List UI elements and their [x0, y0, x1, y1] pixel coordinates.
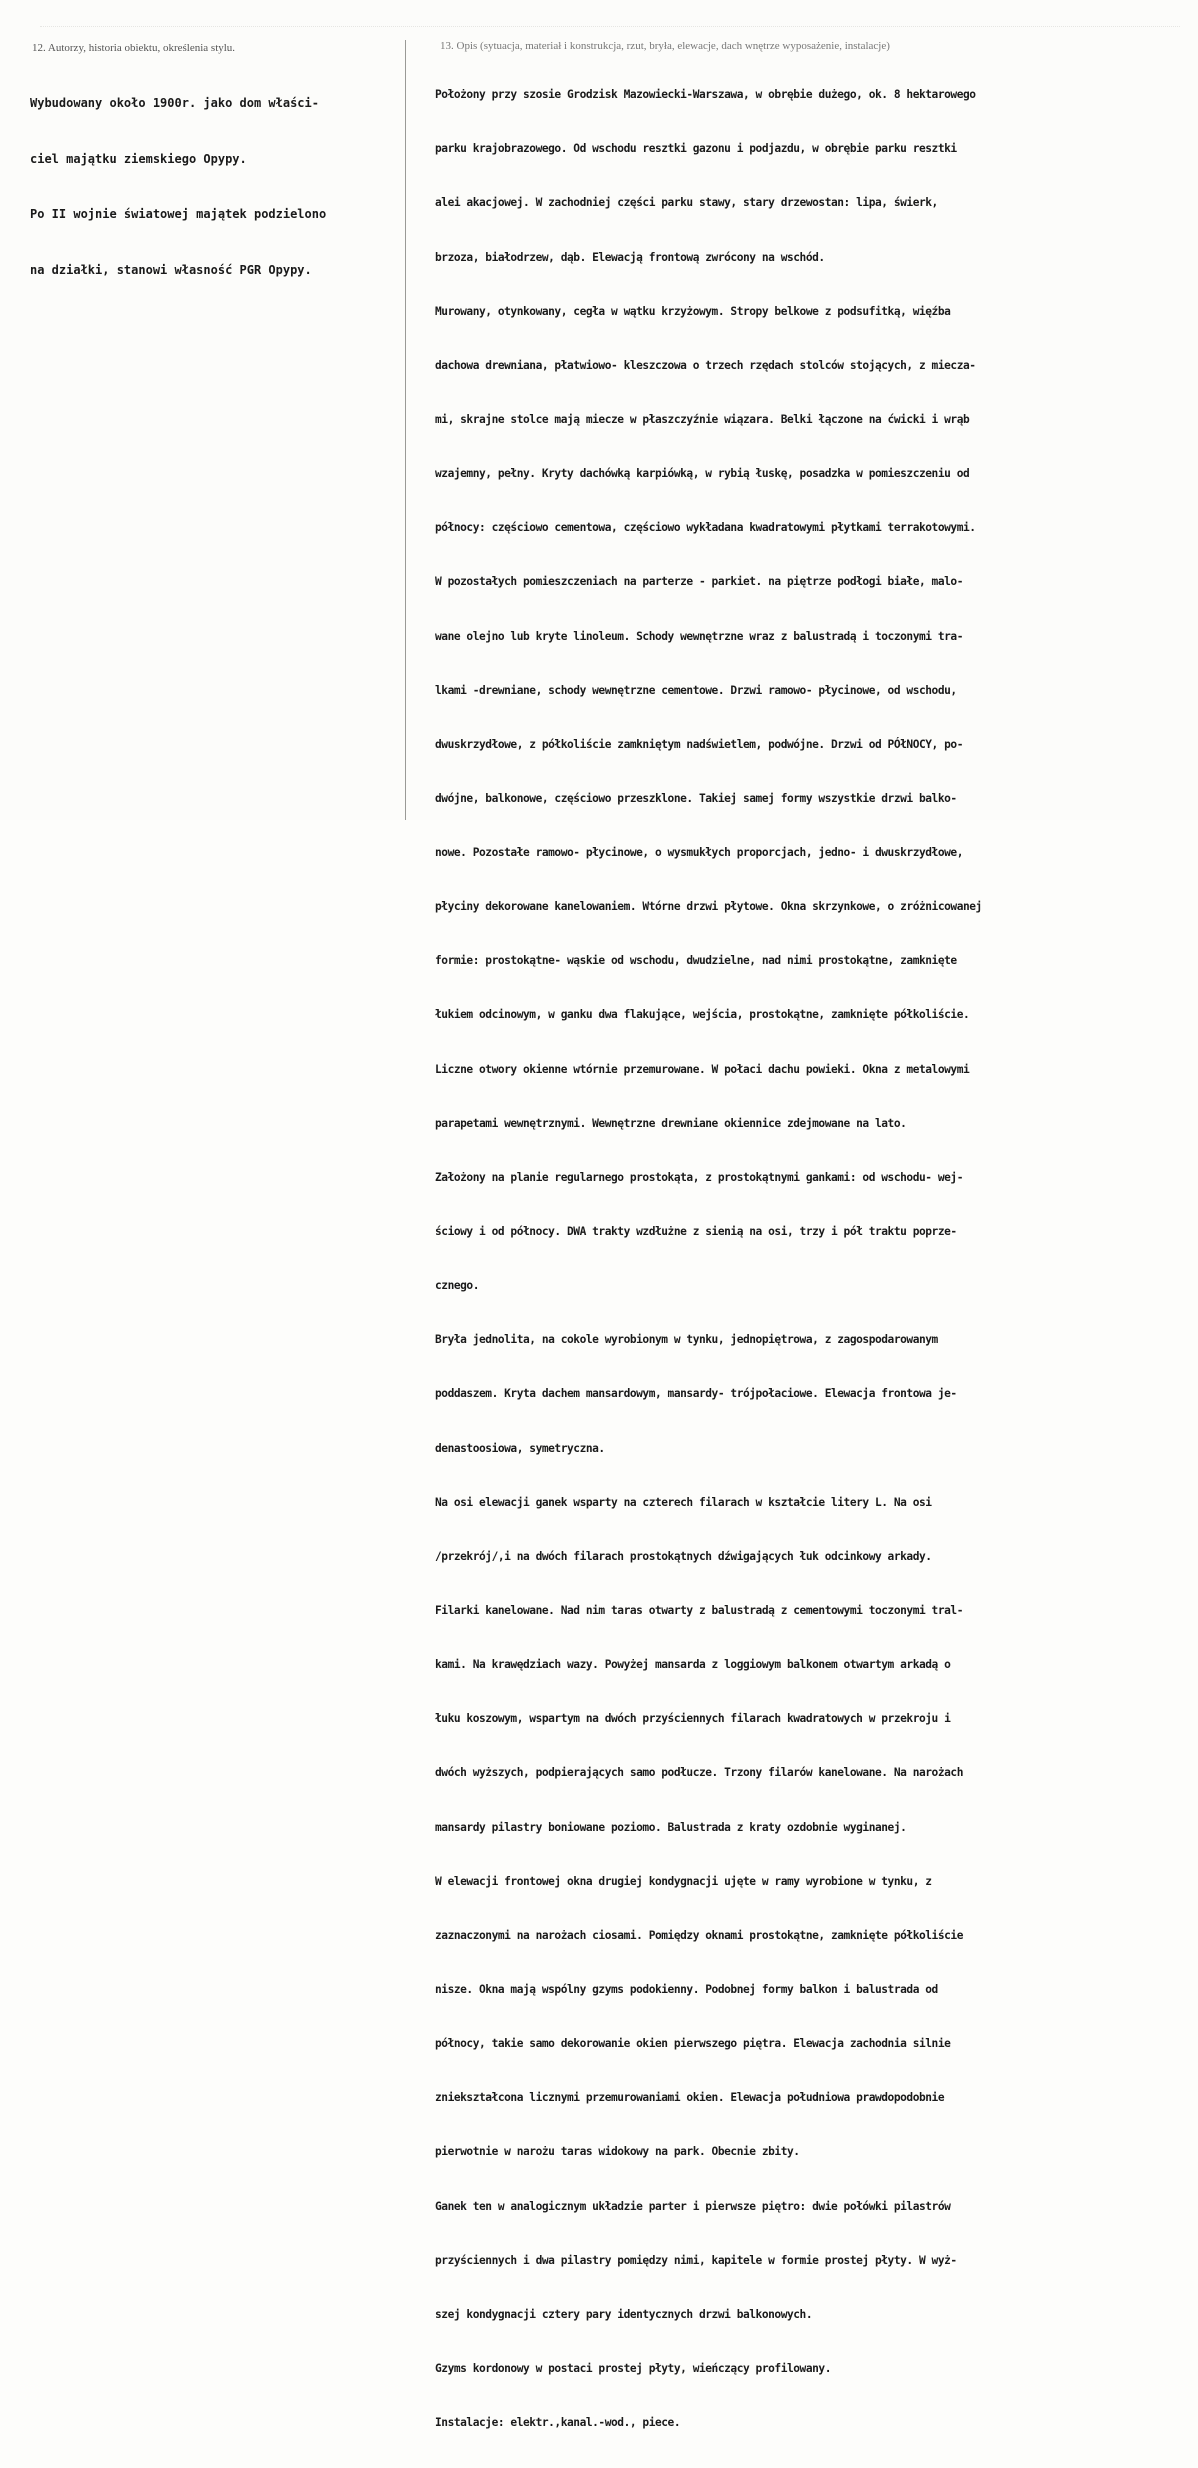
- section-13-header: 13. Opis (sytuacja, materiał i konstrukcja, rzut, bryła, elewacje, dach wnętrze wyposażenie, instalacje): [440, 40, 890, 52]
- text-line: brzoza, białodrzew, dąb. Elewacją frontową zwrócony na wschód.: [435, 250, 825, 264]
- text-line: północy, takie samo dekorowanie okien pierwszego piętra. Elewacja zachodnia silnie: [435, 2037, 951, 2051]
- text-line: kami. Na krawędziach wazy. Powyżej mansarda z loggiowym balkonem otwartym arkadą o: [435, 1658, 951, 1672]
- text-line: północy: częściowo cementowa, częściowo wykładana kwadratowymi płytkami terrakotowymi.: [435, 521, 976, 535]
- text-line: wane olejno lub kryte linoleum. Schody wewnętrzne wraz z balustradą i toczonymi tra-: [435, 629, 963, 643]
- text-line: dwuskrzydłowe, z półkoliście zamkniętym nadświetlem, podwójne. Drzwi od PÓłNOCY, po-: [435, 737, 963, 751]
- text-line: /przekrój/,i na dwóch filarach prostokątnych dźwigających łuk odcinkowy arkady.: [435, 1549, 932, 1563]
- text-line: Ganek ten w analogicznym układzie parter i pierwsze piętro: dwie połówki pilastrów: [435, 2199, 951, 2213]
- text-line: łuku koszowym, wspartym na dwóch przyściennych filarach kwadratowych w przekroju i: [435, 1712, 951, 1726]
- text-line: łukiem odcinowym, w ganku dwa flakujące, wejścia, prostokątne, zamknięte półkoliście.: [435, 1008, 970, 1022]
- text-line: na działki, stanowi własność PGR Opypy.: [30, 262, 312, 277]
- text-line: nowe. Pozostałe ramowo- płycinowe, o wysmukłych proporcjach, jedno- i dwuskrzydłowe,: [435, 846, 963, 860]
- text-line: Bryła jednolita, na cokole wyrobionym w tynku, jednopiętrowa, z zagospodarowanym: [435, 1333, 938, 1347]
- text-line: alei akacjowej. W zachodniej części parku stawy, stary drzewostan: lipa, świerk,: [435, 196, 938, 210]
- text-line: zaznaczonymi na narożach ciosami. Pomiędzy oknami prostokątne, zamknięte półkoliście: [435, 1928, 963, 1942]
- text-line: szej kondygnacji cztery pary identycznych drzwi balkonowych.: [435, 2307, 813, 2321]
- text-line: parapetami wewnętrznymi. Wewnętrzne drewniane okiennice zdejmowane na lato.: [435, 1116, 907, 1130]
- text-line: Po II wojnie światowej majątek podzielono: [30, 207, 327, 221]
- text-line: zniekształcona licznymi przemurowaniami okien. Elewacja południowa prawdopodobnie: [435, 2091, 945, 2105]
- text-line: ściowy i od północy. DWA trakty wzdłużne z sienią na osi, trzy i pół traktu poprze-: [435, 1225, 957, 1239]
- column-divider: [405, 40, 406, 820]
- text-line: dachowa drewniana, płatwiowo- kleszczowa o trzech rzędach stolców stojących, z miecza-: [435, 358, 976, 372]
- text-line: Gzyms kordonowy w postaci prostej płyty, wieńczący profilowany.: [435, 2362, 831, 2375]
- text-line: Położony przy szosie Grodzisk Mazowiecki-Warszawa, w obrębie dużego, ok. 8 hektarowego: [435, 88, 976, 102]
- text-line: Założony na planie regularnego prostokąta, z prostokątnymi gankami: od wschodu- wej-: [435, 1170, 963, 1184]
- text-line: wzajemny, pełny. Kryty dachówką karpiówką, w rybią łuskę, posadzka w pomieszczeniu od: [435, 467, 970, 481]
- text-line: dwóch wyższych, podpierających samo podłucze. Trzony filarów kanelowane. Na narożach: [435, 1766, 963, 1780]
- text-line: ciel majątku ziemskiego Opypy.: [30, 151, 247, 166]
- section-12-header: 12. Autorzy, historia obiektu, określenia stylu.: [32, 42, 236, 54]
- text-line: cznego.: [435, 1279, 479, 1293]
- text-line: mi, skrajne stolce mają miecze w płaszczyźnie wiązara. Belki łączone na ćwicki i wrąb: [435, 412, 970, 426]
- text-line: W pozostałych pomieszczeniach na parterze - parkiet. na piętrze podłogi białe, malo-: [435, 575, 963, 589]
- text-line: przyściennych i dwa pilastry pomiędzy nimi, kapitele w formie prostej płyty. W wyż-: [435, 2253, 957, 2267]
- text-line: Instalacje: elektr.,kanal.-wod., piece.: [435, 2416, 681, 2430]
- text-line: płyciny dekorowane kanelowaniem. Wtórne drzwi płytowe. Okna skrzynkowe, o zróżnicowanej: [435, 900, 982, 914]
- text-line: Na osi elewacji ganek wsparty na czterech filarach w kształcie litery L. Na osi: [435, 1495, 932, 1509]
- authors-history-text: [30, 57, 326, 316]
- text-line: Murowany, otynkowany, cegła w wątku krzyżowym. Stropy belkowe z podsufitką, więźba: [435, 304, 951, 318]
- text-line: W elewacji frontowej okna drugiej kondygnacji ujęte w ramy wyrobione w tynku, z: [435, 1874, 932, 1888]
- text-line: parku krajobrazowego. Od wschodu resztki gazonu i podjazdu, w obrębie parku resztki: [435, 142, 957, 156]
- text-line: Liczne otwory okienne wtórnie przemurowane. W połaci dachu powieki. Okna z metalowymi: [435, 1062, 970, 1076]
- text-line: pierwotnie w narożu taras widokowy na park. Obecnie zbity.: [435, 2145, 800, 2159]
- text-line: nisze. Okna mają wspólny gzyms podokienny. Podobnej formy balkon i balustrada od: [435, 1983, 938, 1997]
- text-line: Filarki kanelowane. Nad nim taras otwarty z balustradą z cementowymi toczonymi tral-: [435, 1604, 963, 1618]
- text-line: dwójne, balkonowe, częściowo przeszklone. Takiej samej formy wszystkie drzwi balko-: [435, 791, 957, 805]
- faded-top-line: [40, 12, 1180, 27]
- text-line: mansardy pilastry boniowane poziomo. Balustrada z kraty ozdobnie wyginanej.: [435, 1820, 907, 1834]
- text-line: denastoosiowa, symetryczna.: [435, 1441, 605, 1455]
- text-line: formie: prostokątne- wąskie od wschodu, dwudzielne, nad nimi prostokątne, zamknięte: [435, 954, 957, 968]
- description-text: [435, 50, 982, 2468]
- text-line: Wybudowany około 1900r. jako dom właści-: [30, 96, 319, 110]
- text-line: lkami -drewniane, schody wewnętrzne cementowe. Drzwi ramowo- płycinowe, od wschodu,: [435, 683, 957, 697]
- text-line: poddaszem. Kryta dachem mansardowym, mansardy- trójpołaciowe. Elewacja frontowa je-: [435, 1387, 957, 1401]
